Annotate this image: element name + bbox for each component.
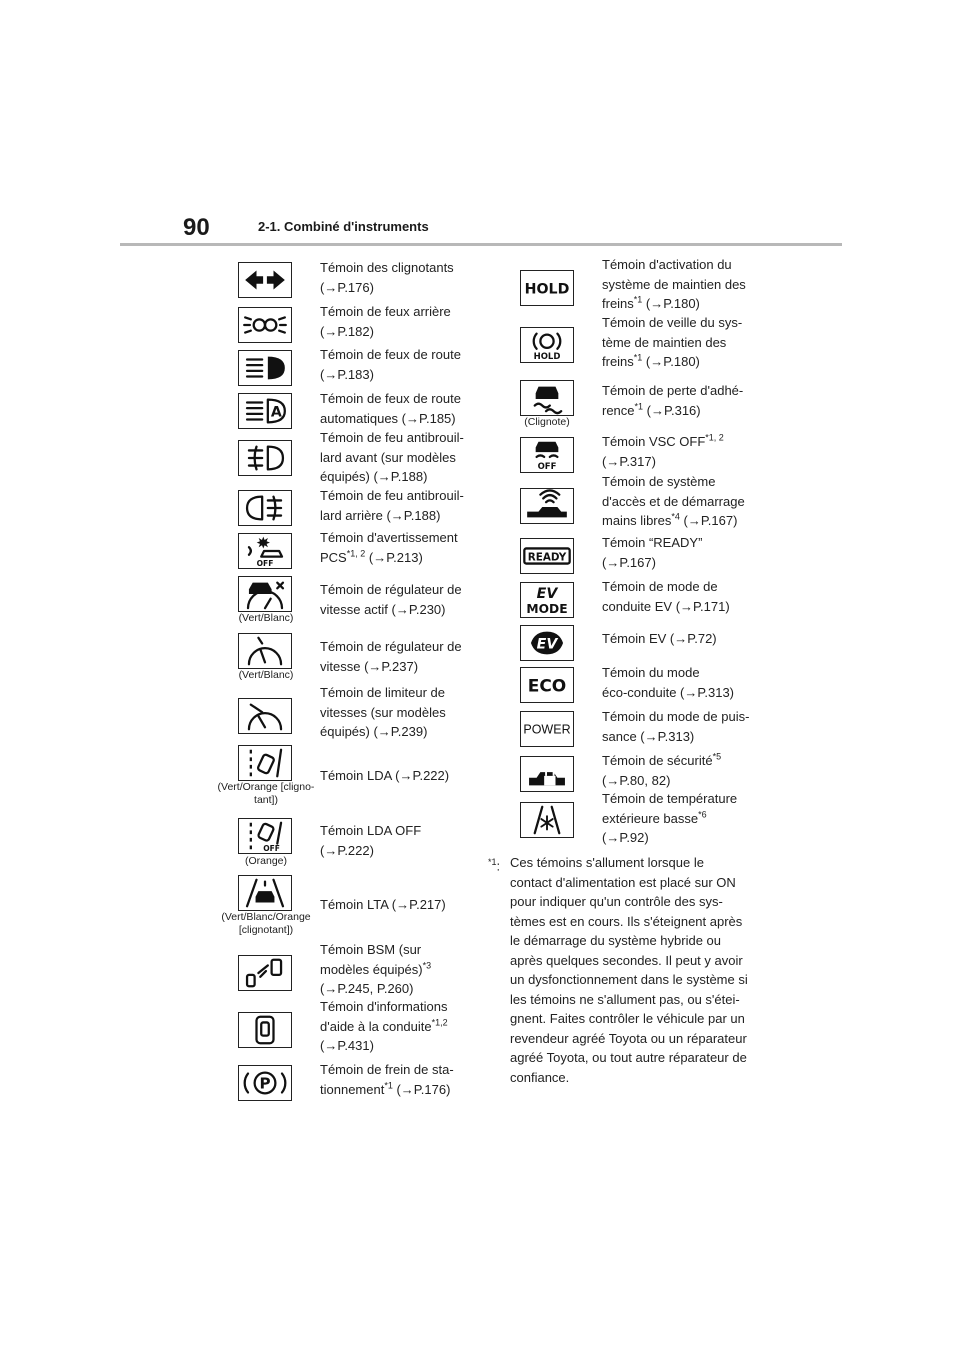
svg-text:EV: EV — [536, 586, 558, 603]
rear-fog-icon — [238, 490, 292, 526]
indicator-description: Témoin “READY” (→P.167) — [602, 535, 703, 570]
parking-brake-icon — [238, 1065, 292, 1101]
section-title: 2-1. Combiné d'instruments — [258, 219, 429, 234]
indicator-description: Témoin BSM (sur modèles équipés)$^{*3}$ (→P.245, P.260) — [320, 942, 432, 996]
front-fog-icon — [238, 440, 292, 476]
security-icon — [520, 756, 574, 792]
indicator-caption: (Vert/Blanc) — [238, 669, 294, 681]
hold-standby-icon — [520, 327, 574, 363]
smart-key-icon — [520, 488, 574, 524]
ev-icon — [520, 625, 574, 661]
footnote-mark-text: *1 — [488, 857, 497, 867]
indicator-description: Témoin de système d'accès et de démarrage mains libres$^{*4}$ (→P.167) — [602, 474, 745, 528]
indicator-description: Témoin de feux de route automatiques (→P.185) — [320, 391, 461, 426]
page-number: 90 — [183, 214, 210, 241]
indicator-description: Témoin VSC OFF$^{*1, 2}$ (→P.317) — [602, 432, 724, 469]
indicator-description: Témoin de feux de route (→P.183) — [320, 347, 461, 382]
indicator-description: Témoin d'activation du système de maintien des freins$^{*1}$ (→P.180) — [602, 257, 746, 311]
indicator-description: Témoin de feu antibrouil- lard avant (sur modèles équipés) (→P.188) — [320, 430, 464, 484]
indicator-caption: (Orange) — [244, 855, 287, 867]
svg-text:OFF: OFF — [256, 559, 274, 568]
svg-text:HOLD: HOLD — [533, 352, 561, 362]
indicator-description: Témoin de régulateur de vitesse actif (→P.230) — [320, 582, 462, 617]
tail-light-icon — [238, 307, 292, 343]
svg-text:MODE: MODE — [526, 602, 568, 617]
indicator-description: Témoin de régulateur de vitesse (→P.237) — [320, 639, 462, 674]
svg-text:OFF: OFF — [263, 844, 280, 853]
low-temp-icon — [520, 802, 574, 838]
indicator-description: Témoin du mode de puis- sance (→P.313) — [602, 709, 750, 744]
high-beam-icon — [238, 350, 292, 386]
lda-off-icon — [238, 818, 292, 854]
footnote-mark: $^{*1}$: — [488, 857, 501, 874]
indicator-description: Témoin d'avertissement PCS$^{*1, 2}$ (→P.213) — [320, 530, 458, 565]
indicator-description: Témoin de feu antibrouil- lard arrière (→P.188) — [320, 488, 464, 523]
indicator-caption: (Vert/Blanc/Orange [clignotant]) — [221, 911, 311, 936]
indicator-description: Témoin de sécurité$^{*5}$ (→P.80, 82) — [602, 751, 722, 788]
indicator-description: Témoin de feux arrière (→P.182) — [320, 304, 451, 339]
indicator-description: Témoin des clignotants (→P.176) — [320, 260, 454, 295]
svg-text:ECO: ECO — [527, 676, 567, 697]
footnote-text: Ces témoins s'allument lorsque le contact d'alimentation est placé sur ON pour indiquer qu'un contrôle des sys- tèmes est en cours. Ils s'éteignent après le démarrage du système hybride ou après quelques secondes. Il peut y avoir un dysfonctionnement dans le système si les témoins ne s'allument pas, ou s'étei- gnent. Faites contrôler le véhicule par un revendeur agréé Toyota ou un réparateur agréé Toyota, ou tout autre réparateur de confiance. — [510, 855, 748, 1085]
indicator-description: Témoin du mode éco-conduite (→P.313) — [602, 665, 735, 700]
turn-signal-icon — [238, 262, 292, 298]
indicator-description: Témoin de mode de conduite EV (→P.171) — [602, 579, 730, 614]
hold-icon-text: HOLD — [524, 281, 570, 298]
power-icon — [520, 711, 574, 747]
svg-text:OFF: OFF — [537, 462, 557, 472]
driving-support-icon — [238, 1012, 292, 1048]
svg-text:EV: EV — [536, 636, 558, 653]
indicator-description: Témoin de frein de sta- tionnement$^{*1}$ (→P.176) — [320, 1062, 454, 1097]
ready-icon — [520, 538, 574, 574]
lta-icon — [238, 875, 292, 911]
indicator-description: Témoin de limiteur de vitesses (sur modèles équipés) (→P.239) — [320, 685, 446, 739]
indicator-description: Témoin d'informations d'aide à la conduite$^{*1,2}$ (→P.431) — [320, 999, 448, 1053]
cruise-icon — [238, 633, 292, 669]
ev-mode-icon — [520, 582, 574, 618]
bsm-icon — [238, 955, 292, 991]
radar-cruise-icon — [238, 576, 292, 612]
speed-limiter-icon — [238, 698, 292, 734]
vsc-off-icon — [520, 437, 574, 473]
slip-icon — [520, 380, 574, 416]
svg-text:POWER: POWER — [523, 721, 571, 737]
header-divider — [120, 243, 842, 246]
indicator-description: Témoin LDA OFF (→P.222) — [320, 823, 422, 858]
indicator-description: Témoin de température extérieure basse$^{*6}$ (→P.92) — [602, 791, 738, 845]
indicator-caption: (Vert/Orange [cligno- tant]) — [217, 781, 315, 806]
indicator-description: Témoin de perte d'adhé- rence$^{*1}$ (→P.316) — [602, 383, 744, 418]
eco-icon — [520, 667, 574, 703]
indicator-caption: (Vert/Blanc) — [238, 612, 294, 624]
indicator-description: Témoin EV (→P.72) — [602, 631, 717, 646]
indicator-description: Témoin LDA (→P.222) — [320, 768, 450, 783]
indicator-description: Témoin de veille du sys- tème de maintien des freins$^{*1}$ (→P.180) — [602, 315, 743, 369]
pcs-off-icon — [238, 533, 292, 569]
hold-icon — [520, 270, 574, 306]
lda-icon — [238, 745, 292, 781]
indicator-caption: (Clignote) — [524, 416, 570, 428]
svg-text:P: P — [259, 1074, 271, 1093]
svg-text:A: A — [270, 404, 282, 421]
auto-high-beam-icon — [238, 393, 292, 429]
svg-text:READY: READY — [527, 551, 567, 564]
indicator-description: Témoin LTA (→P.217) — [320, 897, 446, 912]
